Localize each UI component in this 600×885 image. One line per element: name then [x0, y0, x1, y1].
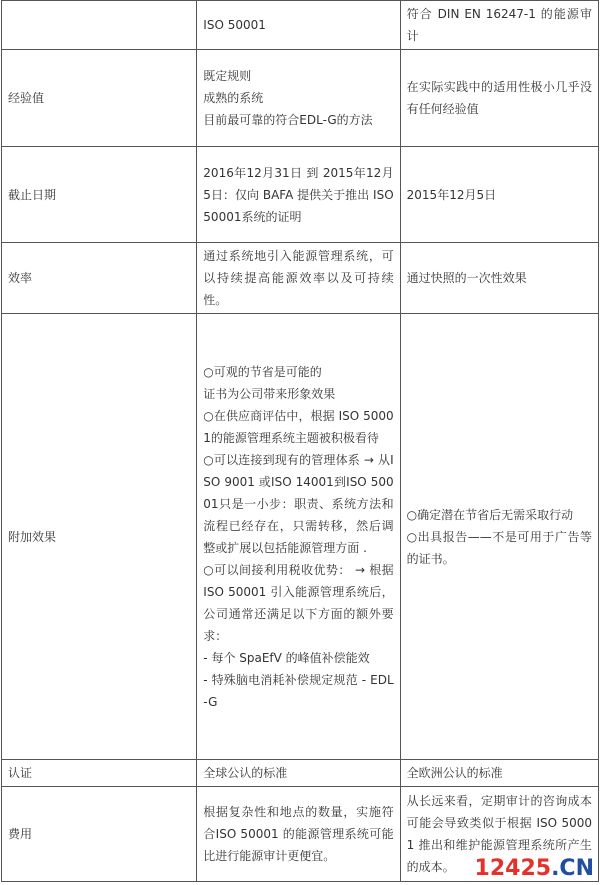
- site-watermark: [475, 856, 594, 881]
- iso-50001-cell: [197, 787, 400, 882]
- iso-50001-cell: [197, 760, 400, 787]
- energy-audit-cell: [400, 1, 598, 50]
- row-label: 认证: [2, 760, 197, 787]
- cell-line: ○在供应商评估中，根据 ISO 50001的能源管理系统主题被积极看待: [203, 408, 394, 445]
- cell-line: - 每个 SpaEfV 的峰值补偿能效: [203, 650, 370, 665]
- cell-line: 既定规则: [203, 69, 252, 83]
- iso-50001-cell: [197, 1, 400, 50]
- table-row: [2, 314, 599, 760]
- cell-line: 2016年12月31日 到 2015年12月5日：仅向 BAFA 提供关于推出 ISO 50001系统的证明: [203, 165, 394, 224]
- cell-line: 根据复杂性和地点的数量，实施符合ISO 50001 的能源管理系统可能比进行能源审计更便宜。: [203, 805, 394, 863]
- cell-line: 成熟的系统: [203, 91, 264, 105]
- table-row: [2, 147, 599, 243]
- iso-50001-cell: [197, 50, 400, 147]
- row-label: 费用: [2, 787, 197, 882]
- energy-audit-cell: [400, 314, 598, 760]
- table-row: [2, 50, 599, 147]
- cell-line: 通过系统地引入能源管理系统，可以持续提高能源效率以及可持续性。: [203, 249, 394, 307]
- cell-line: ○出具报告——不是可用于广告等的证书。: [406, 529, 592, 566]
- cell-line: ○可以间接利用税收优势： → 根据 ISO 50001 引入能源管理系统后，公司通常还满足以下方面的额外要求：: [203, 562, 394, 643]
- cell-line: 通过快照的一次性效果: [406, 271, 527, 285]
- cell-line: 证书为公司带来形象效果: [203, 386, 336, 401]
- cell-line: 从长远来看，定期审计的咨询成本可能会导致类似于根据 ISO 50001 推出和维护能源管理系统所产生的成本。: [406, 794, 592, 874]
- row-label: [2, 1, 197, 50]
- watermark-tld: .CN: [551, 856, 594, 881]
- cell-line: ○确定潜在节省后无需采取行动: [406, 507, 574, 522]
- iso-50001-cell: [197, 314, 400, 760]
- cell-line: - 特殊脑电消耗补偿规定规范 - EDL-G: [203, 672, 394, 709]
- energy-audit-cell: [400, 50, 598, 147]
- row-label: 经验值: [2, 50, 197, 147]
- table-row: [2, 243, 599, 314]
- table-row: [2, 1, 599, 50]
- iso-50001-cell: [197, 147, 400, 243]
- cell-line: ISO 50001: [203, 18, 266, 32]
- energy-audit-cell: [400, 760, 598, 787]
- row-label: 效率: [2, 243, 197, 314]
- cell-line: 目前最可靠的符合EDL-G的方法: [203, 113, 373, 127]
- cell-line: ○可以连接到现有的管理体系 → 从ISO 9001 或ISO 14001到ISO 50001只是一小步：职责、系统方法和流程已经存在，只需转移，然后调整或扩展以包括能源管理方面 .: [203, 452, 394, 555]
- row-label: 附加效果: [2, 314, 197, 760]
- energy-audit-cell: [400, 243, 598, 314]
- comparison-table: [1, 0, 599, 882]
- row-label: 截止日期: [2, 147, 197, 243]
- table-row: [2, 760, 599, 787]
- watermark-number: 12425: [474, 856, 552, 881]
- cell-line: 在实际实践中的适用性极小几乎没有任何经验值: [406, 80, 592, 116]
- iso-50001-cell: [197, 243, 400, 314]
- cell-line: ○可观的节省是可能的: [203, 364, 322, 379]
- energy-audit-cell: [400, 147, 598, 243]
- cell-line: 全欧洲公认的标准: [406, 766, 503, 780]
- cell-line: 2015年12月5日: [406, 187, 497, 202]
- cell-line: 全球公认的标准: [203, 766, 288, 780]
- cell-line: 符合 DIN EN 16247-1 的能源审计: [406, 7, 592, 43]
